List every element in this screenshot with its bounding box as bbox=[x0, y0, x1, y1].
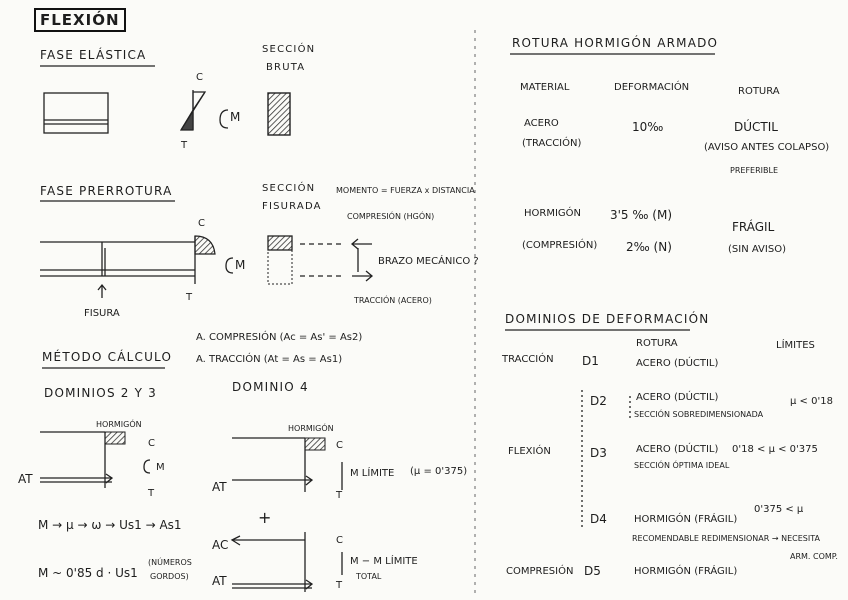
d5-desc: HORMIGÓN (FRÁGIL) bbox=[634, 566, 738, 577]
label-seccion-fisurada-2: FISURADA bbox=[262, 201, 322, 212]
row2-deformacion-1: 3'5 ‰ (M) bbox=[610, 208, 673, 222]
row2-deformacion-2: 2‰ (N) bbox=[626, 240, 672, 254]
total-label: TOTAL bbox=[356, 572, 382, 581]
compression-marker-3: C bbox=[148, 438, 155, 449]
heading-fase-prerrotura: FASE PRERROTURA bbox=[40, 184, 173, 198]
m-minus-mlimite-label: M − M LÍMITE bbox=[350, 556, 418, 567]
compression-marker-4: C bbox=[336, 440, 343, 451]
row2-material-2: (COMPRESIÓN) bbox=[522, 240, 598, 251]
compresion-hgon-label: COMPRESIÓN (HGÓN) bbox=[347, 212, 435, 221]
d5-label: D5 bbox=[584, 564, 601, 578]
d2-limit: μ < 0'18 bbox=[790, 396, 833, 407]
compresion-label: COMPRESIÓN bbox=[506, 566, 574, 577]
flexion-label: FLEXIÓN bbox=[508, 446, 551, 457]
traccion-label: TRACCIÓN bbox=[502, 354, 554, 365]
page-title: FLEXIÓN bbox=[34, 8, 126, 32]
ac-label: AC bbox=[212, 538, 229, 552]
d4-limit: 0'375 < μ bbox=[754, 504, 804, 515]
d4-label: D4 bbox=[590, 512, 607, 526]
header-material: MATERIAL bbox=[520, 82, 570, 93]
tension-marker-3: T bbox=[148, 488, 155, 499]
traccion-acero-label: TRACCIÓN (ACERO) bbox=[354, 296, 432, 305]
momento-equation: MOMENTO = FUERZA x DISTANCIA bbox=[336, 186, 475, 195]
tension-marker-2: T bbox=[186, 292, 193, 303]
header-deformacion: DEFORMACIÓN bbox=[614, 82, 690, 93]
header-rotura: ROTURA bbox=[738, 86, 780, 97]
compression-marker-2: C bbox=[198, 218, 205, 229]
row2-rotura-1: FRÁGIL bbox=[732, 220, 775, 234]
compression-marker: C bbox=[196, 72, 203, 83]
at-label-d23: AT bbox=[18, 472, 33, 486]
a-traccion-label: A. TRACCIÓN (At = As = As1) bbox=[196, 354, 343, 365]
row1-material-1: ACERO bbox=[524, 118, 559, 129]
heading-dominio-4: DOMINIO 4 bbox=[232, 380, 309, 394]
d1-desc-2: ACERO (DÚCTIL) bbox=[636, 358, 719, 369]
row1-rotura-2: (AVISO ANTES COLAPSO) bbox=[704, 142, 830, 153]
formula-1: M → μ → ω → Us1 → As1 bbox=[38, 518, 182, 532]
limites-label: LÍMITES bbox=[776, 340, 815, 351]
tension-marker-5: T bbox=[336, 580, 343, 591]
row1-deformacion: 10‰ bbox=[632, 120, 664, 134]
d2-desc-1: ACERO (DÚCTIL) bbox=[636, 392, 719, 403]
d3-desc-2: SECCIÓN ÓPTIMA IDEAL bbox=[634, 461, 730, 470]
heading-rotura: ROTURA HORMIGÓN ARMADO bbox=[512, 36, 719, 50]
row1-rotura-1: DÚCTIL bbox=[734, 120, 778, 134]
m-limite-label: M LÍMITE bbox=[350, 468, 395, 479]
row1-rotura-3: PREFERIBLE bbox=[730, 166, 779, 175]
tension-marker: T bbox=[181, 140, 188, 151]
at-label-d4: AT bbox=[212, 480, 227, 494]
d2-label: D2 bbox=[590, 394, 607, 408]
a-compresion-label: A. COMPRESIÓN (Ac = As' = As2) bbox=[196, 332, 363, 343]
plus-sign: + bbox=[258, 508, 272, 527]
compression-marker-5: C bbox=[336, 535, 343, 546]
row2-material-1: HORMIGÓN bbox=[524, 208, 582, 219]
d3-desc-1: ACERO (DÚCTIL) bbox=[636, 444, 719, 455]
d1-desc-1: ROTURA bbox=[636, 338, 678, 349]
moment-label: M bbox=[230, 110, 241, 124]
heading-dominios: DOMINIOS DE DEFORMACIÓN bbox=[505, 312, 710, 326]
d2-desc-2: SECCIÓN SOBREDIMENSIONADA bbox=[634, 410, 764, 419]
label-seccion-bruta-1: SECCIÓN bbox=[262, 44, 316, 55]
heading-dominios-2-3: DOMINIOS 2 Y 3 bbox=[44, 386, 157, 400]
row2-rotura-2: (SIN AVISO) bbox=[728, 244, 786, 255]
d1-label: D1 bbox=[582, 354, 599, 368]
d3-label: D3 bbox=[590, 446, 607, 460]
brazo-mecanico-label: BRAZO MECÁNICO ? bbox=[378, 256, 479, 267]
heading-metodo-calculo: MÉTODO CÁLCULO bbox=[42, 350, 173, 364]
fisura-label: FISURA bbox=[84, 308, 120, 319]
d4-desc-3: ARM. COMP. bbox=[790, 552, 838, 561]
hormigon-label-d23: HORMIGÓN bbox=[96, 420, 142, 429]
heading-fase-elastica: FASE ELÁSTICA bbox=[40, 48, 147, 62]
label-seccion-bruta-2: BRUTA bbox=[266, 62, 306, 73]
numeros-gordos-2: GORDOS) bbox=[150, 572, 189, 581]
moment-label-2: M bbox=[235, 258, 246, 272]
tension-marker-4: T bbox=[336, 490, 343, 501]
formula-2: M ~ 0'85 d · Us1 bbox=[38, 566, 138, 580]
d4-desc-2: RECOMENDABLE REDIMENSIONAR → NECESITA bbox=[632, 534, 820, 543]
mu-equation: (μ = 0'375) bbox=[410, 466, 468, 477]
label-seccion-fisurada-1: SECCIÓN bbox=[262, 183, 316, 194]
hormigon-label-d4: HORMIGÓN bbox=[288, 424, 334, 433]
moment-label-3: M bbox=[156, 462, 165, 473]
at-label-d4-b: AT bbox=[212, 574, 227, 588]
row1-material-2: (TRACCIÓN) bbox=[522, 138, 582, 149]
numeros-gordos-1: (NÚMEROS bbox=[148, 558, 192, 567]
d3-limit: 0'18 < μ < 0'375 bbox=[732, 444, 818, 455]
d4-desc-1: HORMIGÓN (FRÁGIL) bbox=[634, 514, 738, 525]
